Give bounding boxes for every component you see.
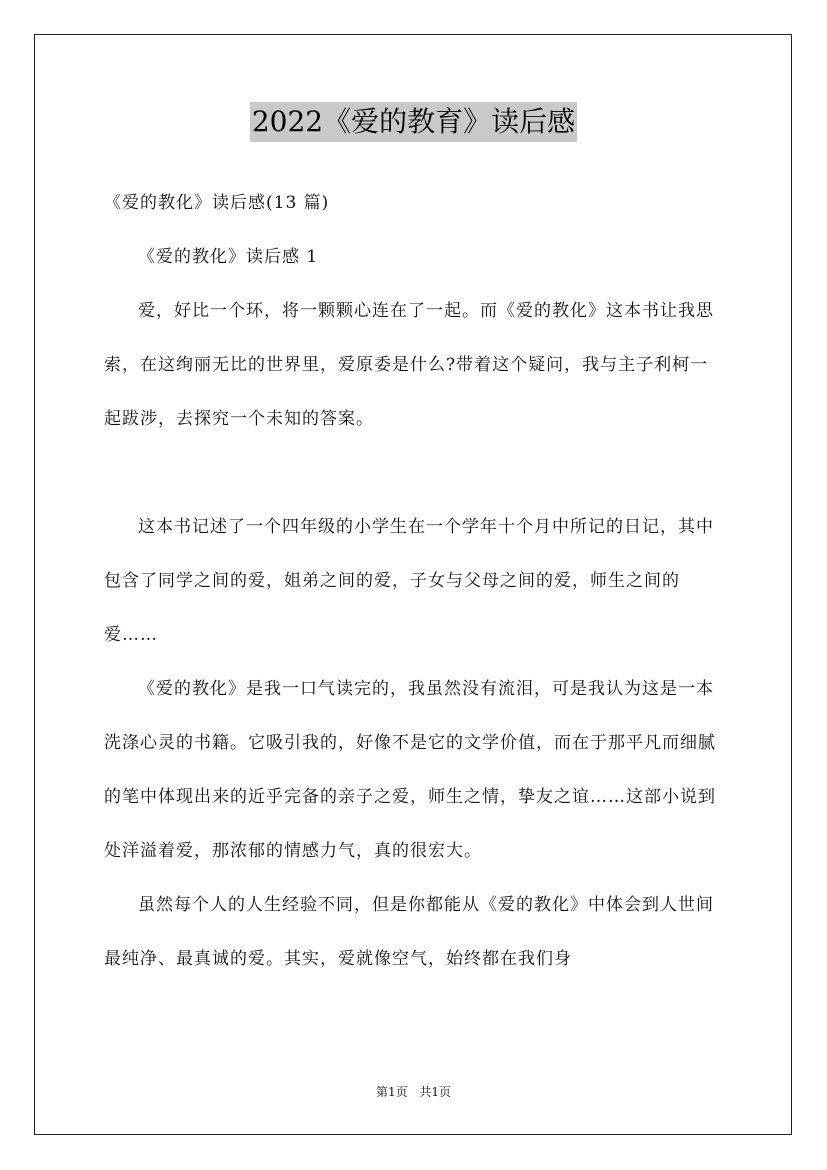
blank-line <box>104 446 726 500</box>
subtitle: 《爱的教化》读后感(13 篇) <box>104 193 330 213</box>
section-heading: 《爱的教化》读后感 1 <box>138 247 319 267</box>
paragraph-1: 爱，好比一个环，将一颗颗心连在了一起。而《爱的教化》这本书让我思索，在这绚丽无比的世界里，爱原委是什么?带着这个疑问，我与主子利柯一起跋涉，去探究一个未知的答案。 <box>104 301 714 429</box>
page-footer <box>0 1083 827 1100</box>
paragraph-3: 《爱的教化》是我一口气读完的，我虽然没有流泪，可是我认为这是一本洗涤心灵的书籍。它吸引我的，好像不是它的文学价值，而在于那平凡而细腻的笔中体现出来的近乎完备的亲子之爱，师生之情，挚友之谊……这部小说到处洋溢着爱，那浓郁的情感力气，真的很宏大。 <box>104 679 716 861</box>
document-body <box>104 176 726 986</box>
document-title: 2022《爱的教育》读后感 <box>250 102 577 142</box>
page-number: 第1页 <box>375 1085 408 1099</box>
page-total: 共1页 <box>419 1085 452 1099</box>
paragraph-4: 虽然每个人的人生经验不同，但是你都能从《爱的教化》中体会到人世间最纯净、最真诚的爱。其实，爱就像空气，始终都在我们身 <box>104 895 714 969</box>
paragraph-2: 这本书记述了一个四年级的小学生在一个学年十个月中所记的日记，其中包含了同学之间的爱，姐弟之间的爱，子女与父母之间的爱，师生之间的爱…… <box>104 517 714 645</box>
title-container <box>0 102 827 142</box>
